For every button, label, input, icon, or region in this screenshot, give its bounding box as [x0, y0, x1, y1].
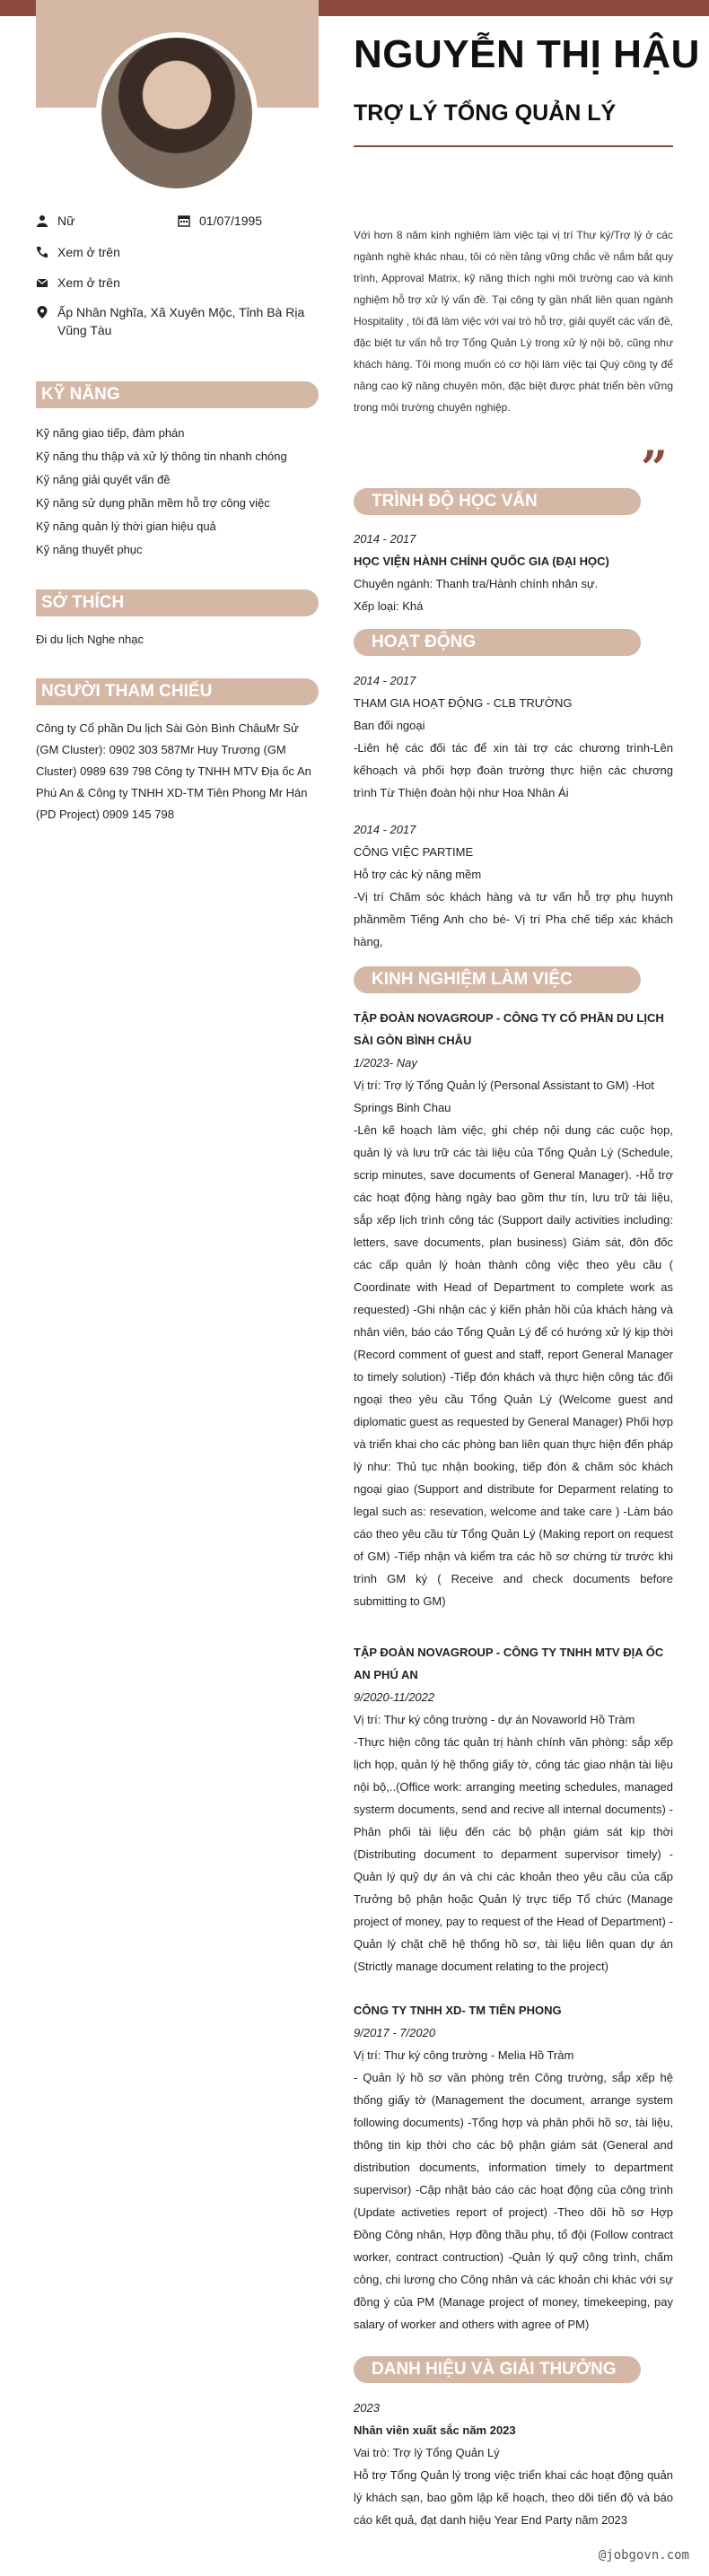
experience-desc: - Quản lý hồ sơ văn phòng trên Công trường, sắp xếp hệ thống giấy tờ (Management the document, arrange system following documents) -Tổng hợp và phân phối hồ sơ, tài liệu, thông tin kịp thời cho các bộ phận giám sát (General and distribution documents, information timely to department supervisor) -Cập nhật báo cáo các hoạt động của công trình (Update activeties report of project) -Theo dõi hồ sơ Hợp Đồng Công nhân, Hợp đồng thầu phụ, tổ đội (Follow contract worker, contract contruction) -Quản lý quỹ công trình, chấm công, chi lương cho Công nhân và các khoản chi khác với sự đồng ý của PM (Manage project of money, timekeeping, pay salary of worker and others with agree of PM) — [354, 2071, 673, 2331]
education-grade: Xếp loại: Khá — [354, 599, 424, 613]
awards-heading: DANH HIỆU VÀ GIẢI THƯỞNG — [354, 2356, 641, 2383]
award-item — [354, 2397, 673, 2531]
award-desc: Hỗ trợ Tổng Quản lý trong việc triển khai các hoạt động quản lý khách sạn, bao gồm lập kế hoạch, theo dõi tiến độ và báo cáo kết quả, đạt danh hiệu Year End Party năm 2023 — [354, 2468, 673, 2527]
experience-item — [354, 1641, 673, 1978]
education-block — [354, 528, 673, 617]
gender-value: Nữ — [57, 214, 75, 228]
experience-desc: -Lên kế hoạch làm việc, ghi chép nội dung các cuộc họp, quản lý và lưu trữ các tài liệu của Tổng Quản Lý (Schedule, scrip minutes, save documents of General Manager). -Hỗ trợ các hoạt động hàng ngày bao gồm thư tín, lưu trữ tài liệu, sắp xếp lịch trình công tác (Support daily activities including: letters, save documents, plan business) Giám sát, đôn đốc các cấp quản lý hoàn thành công việc theo yêu cầu ( Coordinate with Head of Department to complete work as requested) -Ghi nhận các ý kiến phản hồi của khách hàng và nhân viên, báo cáo Tổng Quản Lý để có hướng xử lý kịp thời (Record comment of guest and staff, report General Manager to timely solution) -Tiếp đón khách và thực hiện công tác đối ngoại theo yêu cầu Tổng Quản Lý (Welcome guest and diplomatic guest as requested by General Manager) Phối hợp và triển khai cho các phòng ban liên quan thực hiện đến pháp lý như: Thủ tục nhận booking, tiếp đón & chăm sóc khách ngoại giao (Support and distribute for Deparment relating to legal such as: resevation, welcome and take care ) -Làm báo cáo theo yêu cầu từ Tổng Quản Lý (Making report on request of GM) -Tiếp nhận và kiểm tra các hồ sơ chứng từ trước khi trình GM ký ( Receive and check documents before submitting to GM) — [354, 1123, 673, 1608]
education-heading: TRÌNH ĐỘ HỌC VẤN — [354, 488, 641, 515]
experience-position: Vị trí: Thư ký công trường - dự án Novaworld Hồ Tràm — [354, 1713, 635, 1726]
education-period: 2014 - 2017 — [354, 532, 416, 546]
location-pin-icon — [36, 306, 48, 319]
experience-item — [354, 1999, 673, 2336]
activity-period: 2014 - 2017 — [354, 823, 416, 836]
phone-icon — [36, 246, 48, 258]
references-text: Công ty Cổ phần Du lịch Sài Gòn Bình ChâuMr Sử (GM Cluster): 0902 303 587Mr Huy Trương (GM Cluster) 0989 639 798 Công ty TNHH MTV Địa ốc An Phú An & Công ty TNHH XD-TM Tiên Phong Mr Hán (PD Project) 0909 145 798 — [36, 721, 311, 821]
title-divider — [354, 145, 673, 147]
activity-role: Hỗ trợ các kỳ năng mềm — [354, 868, 482, 881]
dob-row — [178, 212, 262, 230]
phone-row — [36, 243, 120, 261]
experience-company: TẬP ĐOÀN NOVAGROUP - CÔNG TY TNHH MTV ĐỊA ỐC AN PHÚ AN — [354, 1646, 664, 1681]
skill-item: Kỹ năng giải quyết vấn đề — [36, 473, 171, 486]
activities-heading: HOẠT ĐỘNG — [354, 629, 641, 656]
activity-desc: -Vị trí Chăm sóc khách hàng và tư vấn hỗ trợ phụ huynh phầnmềm Tiếng Anh cho bé- Vị trí Pha chế tiếp xác khách hàng, — [354, 890, 673, 948]
skill-item: Kỹ năng quản lý thời gian hiệu quả — [36, 520, 216, 533]
job-title: TRỢ LÝ TỔNG QUẢN LÝ — [354, 100, 617, 126]
envelope-icon — [36, 276, 48, 289]
calendar-icon — [178, 214, 190, 227]
experience-heading: KINH NGHIỆM LÀM VIỆC — [354, 966, 641, 993]
hobbies-text: Đi du lịch Nghe nhạc — [36, 633, 144, 646]
activity-org: CÔNG VIỆC PARTIME — [354, 845, 474, 859]
phone-value: Xem ở trên — [57, 245, 120, 259]
references-heading: NGƯỜI THAM CHIẾU — [36, 678, 319, 705]
award-year: 2023 — [354, 2401, 380, 2414]
skills-list — [36, 422, 319, 562]
experience-position: Vị trí: Trợ lý Tổng Quản lý (Personal Assistant to GM) -Hot Springs Binh Chau — [354, 1078, 654, 1114]
skill-item: Kỹ năng giao tiếp, đàm phán — [36, 426, 185, 440]
activity-item — [354, 669, 673, 804]
quote-mark-icon: ” — [641, 441, 668, 496]
experience-period: 9/2017 - 7/2020 — [354, 2026, 436, 2039]
award-title: Nhân viên xuất sắc năm 2023 — [354, 2423, 516, 2437]
address-value: Ấp Nhân Nghĩa, Xã Xuyên Mộc, Tỉnh Bà Rịa Vũng Tàu — [57, 305, 305, 337]
activity-org: THAM GIA HOẠT ĐỘNG - CLB TRƯỜNG — [354, 696, 573, 710]
activity-item — [354, 818, 673, 953]
candidate-name: NGUYỄN THỊ HẬU — [354, 32, 700, 76]
experience-company: CÔNG TY TNHH XD- TM TIÊN PHONG — [354, 2004, 562, 2017]
skills-heading: KỸ NĂNG — [36, 381, 319, 408]
skill-item: Kỹ năng sử dụng phần mềm hỗ trợ công việc — [36, 496, 270, 510]
footer-watermark: @jobgovn.com — [598, 2548, 689, 2563]
education-school: HỌC VIỆN HÀNH CHÍNH QUỐC GIA (ĐẠI HỌC) — [354, 554, 609, 568]
profile-photo — [101, 38, 252, 188]
skill-item: Kỹ năng thu thập và xử lý thông tin nhanh chóng — [36, 450, 287, 463]
activity-role: Ban đối ngoại — [354, 719, 425, 732]
activity-desc: -Liên hệ các đối tác để xin tài trợ các chương trình-Lên kếhoạch và phối hợp đoàn trường thực hiện các chương trình Từ Thiện đoàn hội như Hoa Nhân Ái — [354, 741, 673, 799]
experience-period: 9/2020-11/2022 — [354, 1690, 435, 1704]
experience-company: TẬP ĐOÀN NOVAGROUP - CÔNG TY CỔ PHẦN DU LỊCH SÀI GÒN BÌNH CHÂU — [354, 1011, 664, 1047]
gender-row — [36, 212, 74, 230]
experience-desc: -Thực hiện công tác quản trị hành chính văn phòng: sắp xếp lịch họp, quản lý hệ thống giấy tờ, công tác giao nhận tài liệu nội bộ,..(Office work: arranging meeting schedules, managed systerm documents, send and recive all internal documents) -Phân phối tài liệu đến các bộ phận giám sát kịp thời (Distributing document to deparment supervisor timely) - Quản lý quỹ dự án và chi các khoản theo yêu cầu của cấp Trưởng bộ phận hoặc Quản lý trực tiếp Tổ chức (Manage project of money, pay to request of the Head of Department) - Quản lý chặt chẽ hệ thống hồ sơ, tài liệu liên quan dự án (Strictly manage document relating to the project) — [354, 1735, 673, 1973]
experience-item — [354, 1007, 673, 1612]
email-row — [36, 274, 120, 292]
skill-item: Kỹ năng thuyết phục — [36, 543, 143, 556]
experience-period: 1/2023- Nay — [354, 1056, 417, 1070]
education-major: Chuyên ngành: Thanh tra/Hành chính nhân sự. — [354, 577, 599, 590]
award-role: Vai trò: Trợ lý Tổng Quản Lý — [354, 2446, 500, 2459]
email-value: Xem ở trên — [57, 275, 120, 290]
experience-position: Vị trí: Thư ký công trường - Melia Hồ Tràm — [354, 2048, 574, 2062]
career-summary: Với hơn 8 năm kinh nghiệm làm việc tại vị trí Thư ký/Trợ lý ở các ngành nghề khác nhau, tôi có nền tảng vững chắc về nắm bắt quy trình, Approval Matrix, kỹ năng thích nghi môi trường cao và kinh nghiệm hỗ trợ xử lý vấn đề. Tại công ty gần nhất liên quan ngành Hospitality , tôi đã làm việc với vai trò hỗ trợ, giải quyết các vấn đề, đặc biệt tư vấn hỗ trợ Tổng Quản Lý trong xử lý nội bộ, cũng như khách hàng. Tôi mong muốn có cơ hội làm việc tại Quý công ty để nâng cao kỹ năng chuyên môn, đặc biệt được phát triển bền vững trong môi trường chuyên nghiệp. — [354, 229, 673, 414]
person-icon — [36, 214, 48, 227]
hobbies-heading: SỞ THÍCH — [36, 589, 319, 616]
activity-period: 2014 - 2017 — [354, 674, 416, 687]
dob-value: 01/07/1995 — [199, 214, 263, 228]
avatar — [96, 32, 258, 194]
address-row — [36, 303, 319, 339]
